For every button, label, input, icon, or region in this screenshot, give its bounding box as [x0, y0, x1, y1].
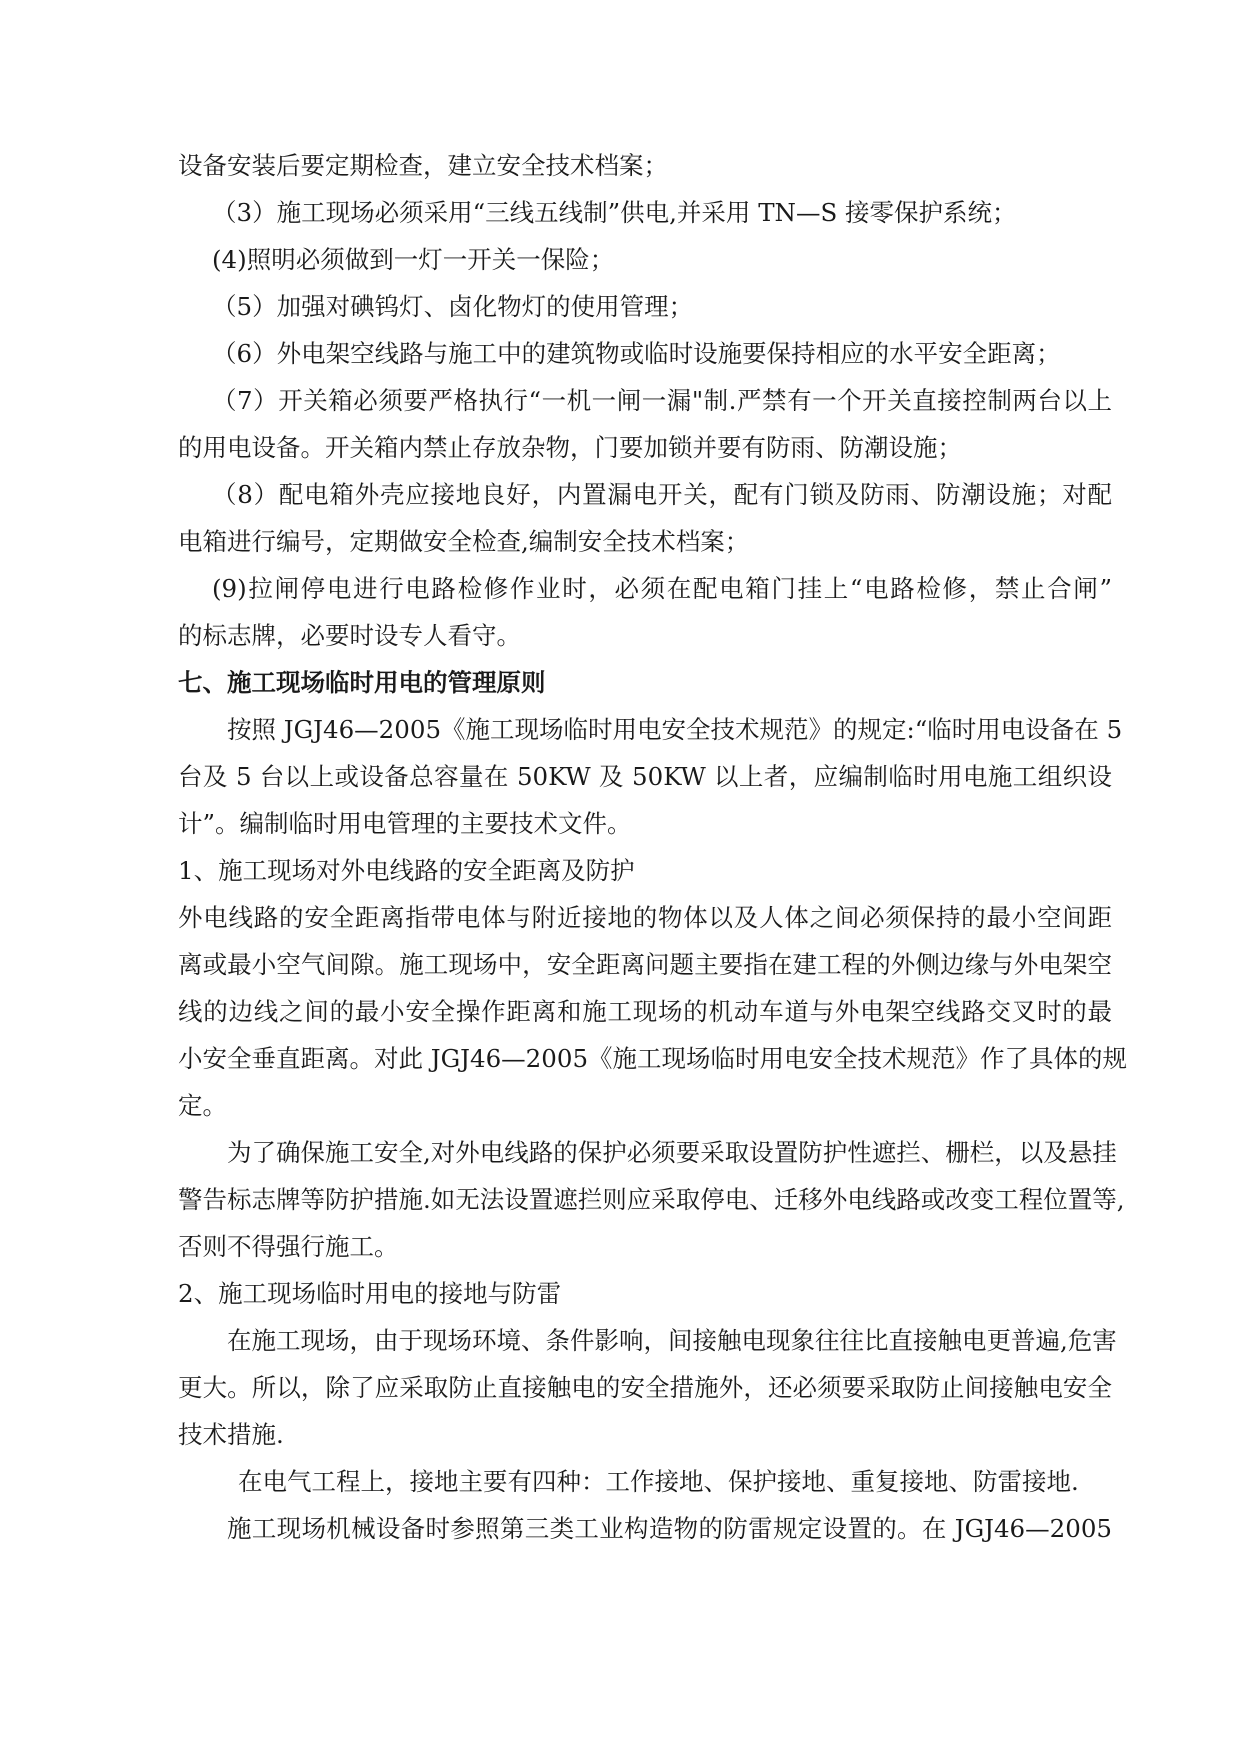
paragraph-line: 计”。编制临时用电管理的主要技术文件。: [178, 809, 632, 838]
list-item-3: （3）施工现场必须采用“三线五线制”供电,并采用 TN—S 接零保护系统；: [212, 198, 1017, 227]
paragraph-line: 线的边线之间的最小安全操作距离和施工现场的机动车道与外电架空线路交叉时的最: [178, 997, 1112, 1026]
paragraph-line: 在电气工程上，接地主要有四种：工作接地、保护接地、重复接地、防雷接地.: [238, 1467, 1079, 1496]
list-item-5: （5）加强对碘钨灯、卤化物灯的使用管理；: [212, 292, 694, 321]
list-item-4: (4)照明必须做到一灯一开关一保险；: [212, 245, 615, 274]
paragraph-line: 定。: [178, 1091, 227, 1120]
paragraph-line: 技术措施.: [178, 1420, 284, 1449]
paragraph-line: 外电线路的安全距离指带电体与附近接地的物体以及人体之间必须保持的最小空间距: [178, 903, 1112, 932]
list-item-6: （6）外电架空线路与施工中的建筑物或临时设施要保持相应的水平安全距离；: [212, 339, 1061, 368]
paragraph-line: 否则不得强行施工。: [178, 1232, 399, 1261]
paragraph-line: 警告标志牌等防护措施.如无法设置遮拦则应采取停电、迁移外电线路或改变工程位置等,: [178, 1185, 1125, 1214]
section-heading-7: 七、施工现场临时用电的管理原则: [178, 668, 546, 697]
text-line: 设备安装后要定期检查，建立安全技术档案；: [178, 151, 668, 180]
paragraph-line: 台及 5 台以上或设备总容量在 50KW 及 50KW 以上者，应编制临时用电施工组织设: [178, 762, 1112, 791]
list-item-7: （7）开关箱必须要严格执行“一机一闸一漏"制.严禁有一个开关直接控制两台以上: [212, 386, 1112, 415]
paragraph-line: 小安全垂直距离。对此 JGJ46—2005《施工现场临时用电安全技术规范》作了具体的规: [178, 1044, 1128, 1073]
paragraph-line: 施工现场机械设备时参照第三类工业构造物的防雷规定设置的。在 JGJ46—2005: [227, 1514, 1112, 1543]
paragraph-line: 按照 JGJ46—2005《施工现场临时用电安全技术规范》的规定:“临时用电设备在 5: [227, 715, 1123, 744]
list-item-9: (9)拉闸停电进行电路检修作业时，必须在配电箱门挂上“电路检修，禁止合闸”: [212, 574, 1112, 603]
list-item-8: （8）配电箱外壳应接地良好，内置漏电开关，配有门锁及防雨、防潮设施；对配: [212, 480, 1112, 509]
text-line: 的标志牌，必要时设专人看守。: [178, 621, 521, 650]
text-line: 的用电设备。开关箱内禁止存放杂物，门要加锁并要有防雨、防潮设施；: [178, 433, 962, 462]
subsection-heading-1: 1、施工现场对外电线路的安全距离及防护: [178, 856, 635, 885]
paragraph-line: 为了确保施工安全,对外电线路的保护必须要采取设置防护性遮拦、栅栏，以及悬挂: [227, 1138, 1117, 1167]
paragraph-line: 离或最小空气间隙。施工现场中，安全距离问题主要指在建工程的外侧边缘与外电架空: [178, 950, 1112, 979]
text-line: 电箱进行编号，定期做安全检查,编制安全技术档案；: [178, 527, 750, 556]
paragraph-line: 在施工现场，由于现场环境、条件影响，间接触电现象往往比直接触电更普遍,危害: [227, 1326, 1117, 1355]
paragraph-line: 更大。所以，除了应采取防止直接触电的安全措施外，还必须要采取防止间接触电安全: [178, 1373, 1112, 1402]
subsection-heading-2: 2、施工现场临时用电的接地与防雷: [178, 1279, 562, 1308]
